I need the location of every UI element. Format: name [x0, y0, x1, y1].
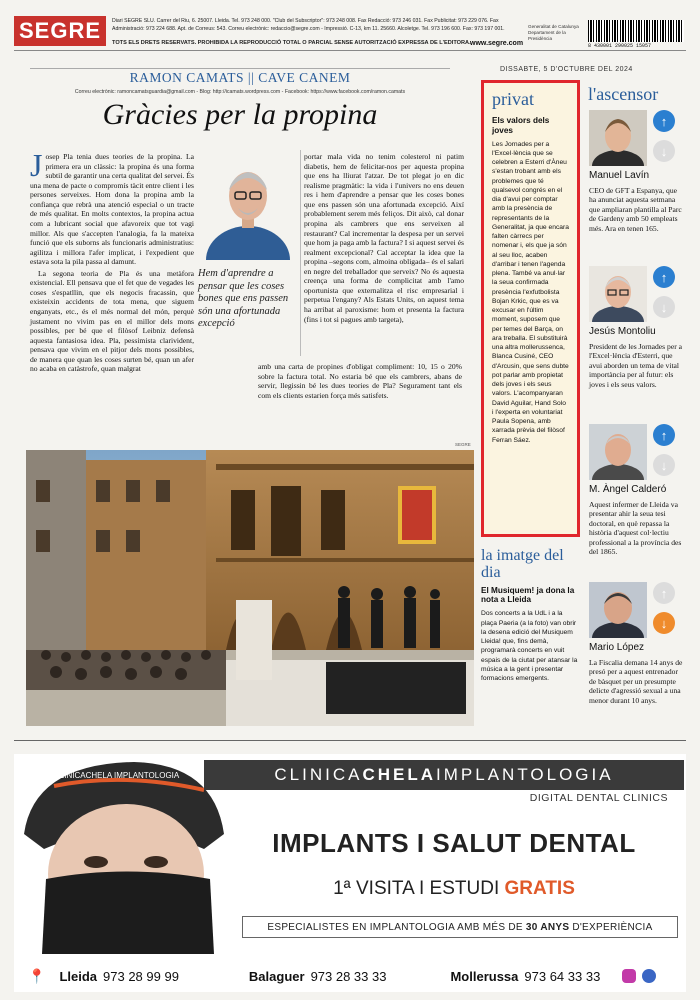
person-photo	[589, 110, 647, 166]
issue-date: DISSABTE, 5 D'OCTUBRE DEL 2024	[500, 66, 633, 73]
person-name: M. Àngel Calderó	[589, 484, 667, 495]
article-title: Gràcies per la propina	[102, 98, 378, 131]
barcode-number: 8 430001 290025 15057	[588, 43, 652, 49]
image-of-day-body: Dos concerts a la UdL i a la plaça Paeria (a la foto) van obrir la desena edició del Musiquem Lleida! que, fins demà, programarà concerts en vuit espais de la ciutat per atansar la música a la gent i presentar formacions emergents.	[481, 610, 578, 683]
paragraph-1: osep Pla tenia dues teories de la propina. La primera era un clàssic: la propina és una forma subtil de garantir una certa qualitat del servei. És una mena de pacte o compromís tàcit entre client i les persones serveixes. Hom dona la propina amb la confiança que rebrà una atenció especial o un tracte de més qualitat. En molts contextos, la propina actua com a lubricant social que afavoreix que tot vagi millor. Als que s'accepten l'analogia, fa la mateixa funció que els suborns als funcionaris administratius: agilitza i millora l'afer implicat, i l'expedient que estava sota la pila passa al damunt.	[30, 152, 194, 267]
map-pin-icon: 📍	[28, 967, 46, 984]
instagram-icon[interactable]	[622, 969, 636, 983]
author-photo	[204, 152, 292, 260]
location-city: Balaguer	[248, 968, 305, 984]
article-column-2-lower: amb una carta de propines d'obligat compliment: 10, 15 o 20% sobre la factura total. No estaria bé que els cambrers, abans de servir, llegissin bé les dues teories de Pla? Segurament tant els com els clients estarien força més satisfets.	[258, 362, 462, 400]
person-desc: CEO de GFT a Espanya, que ha anunciat aquesta setmana que ampliaran plantilla al Parc de Gardeny amb 50 empleats més. Ara en tenen 165.	[589, 186, 682, 233]
offer-text: 1ª VISITA I ESTUDI	[333, 878, 500, 899]
article-column-1	[30, 147, 194, 374]
ascensor-person	[589, 424, 685, 574]
person-desc: President de les Jornades per a l'Excel·lència d'Esterri, que avui aborden un tema de vital importància per al futur: els joves i els seus valors.	[589, 342, 682, 389]
barcode	[588, 20, 684, 42]
cap-text: CLINICACHELA IMPLANTOLOGIA	[54, 771, 180, 780]
ad-tagline: DIGITAL DENTAL CLINICS	[529, 792, 668, 804]
dental-ad[interactable]	[14, 754, 686, 992]
image-of-day-heading: la imatge del dia	[481, 547, 564, 581]
concert-photo[interactable]	[26, 450, 474, 726]
segre-logo[interactable]: SEGRE	[14, 16, 106, 46]
byline-rule	[30, 68, 450, 69]
paragraph-2: La segona teoria de Pla és una metàfora existencial. Ell pensava que el fet que de vegades les coses s'espatllin, que els negocis fracassin, que existeixin accidents de tota mena, que siguem enganyats, etc., és el més normal del món, perquè justament no vivim pas en el millor dels mons possibles, per bé que el filòsof Leibniz defensà aquesta fantasiosa idea. Pla, pessimista clarivident, pensava que vivim en el pitjor dels mons possibles, de manera que quan les coses surten bé, quan un afer no acaba en catàstrofe, quan malgrat	[30, 268, 194, 374]
privat-subheading: Els valors dels joves	[492, 116, 550, 135]
ascensor-person	[589, 266, 685, 416]
ascensor-heading: l'ascensor	[588, 84, 659, 104]
ad-divider	[14, 740, 686, 741]
pull-quote: Hem d'aprendre a pensar que les coses bones que ens passen són una afortunada excepció	[198, 268, 289, 330]
header-divider	[14, 50, 686, 51]
column-separator	[300, 150, 301, 356]
masthead-info-line2: Administració: 973 224 688. Apt. de Correus: 543. Correu electrònic: redaccio@segre.com - Impressió. C-13, km 11. 25660. Alcoletge. Tel. 973 196 600. Fax: 973 197 001.	[112, 25, 505, 32]
photo-credit: SEGRE	[455, 442, 471, 447]
location-phone[interactable]: 973 28 33 33	[310, 968, 387, 984]
website-link[interactable]: www.segre.com	[470, 40, 524, 47]
person-photo	[589, 266, 647, 322]
author-contact[interactable]: Correu electrònic: ramoncamatsguardia@gmail.com - Blog: http://icamats.wordpress.com - Facebook: https://www.facebook.com/ramon.camats	[74, 89, 406, 95]
facebook-icon[interactable]	[642, 969, 656, 983]
person-desc: La Fiscalia demana 14 anys de presó per a aquest entrenador de bàsquet per un presumpte delicte d'agressió sexual a una menor durant 10 anys.	[589, 658, 683, 705]
ad-headline: IMPLANTS I SALUT DENTAL	[272, 828, 636, 858]
person-photo	[589, 424, 647, 480]
person-photo	[589, 582, 647, 638]
ad-locations	[14, 962, 686, 990]
arrow-up-icon: ↑	[653, 582, 675, 604]
arrow-down-icon: ↓	[653, 296, 675, 318]
article-column-3: portar mala vida no tenim colesterol ni patim diabetis, hem de felicitar-nos per aquesta propina que ens ha lliurat l'atzar. De tot plegat jo en dic realisme pragmàtic: la vida i l'univers no ens deuen res i hem d'aprendre a pensar que les coses bones que ens passen són una afortunada excepció. Així probablement serem més feliços. Dit això, cal donar propina als cambrers que ens serveixen al restaurant? Cal incrementar la despesa per un servei que hom ja paga amb la factura? I si aquest servei és realment excepcional? Cal acceptar la idea que la propina –segons com, almoina obligada– és el salari en negre del treballador que serveix? No és aquesta creença una forma de complicitat amb l'amo oportunista que externalitza el risc empresarial i perpetua l'engany? Als Estats Units, on aquest tema ha arribat al paroxisme: hom et presenta la factura (fins i tot si pagues amb targeta),	[304, 152, 464, 324]
ascensor-person	[589, 110, 685, 260]
location-phone[interactable]: 973 64 33 33	[524, 968, 601, 984]
image-of-day	[481, 548, 580, 683]
box-text-1: ESPECIALISTES EN IMPLANTOLOGIA AMB MÉS DE	[267, 921, 523, 933]
arrow-down-icon: ↓	[653, 454, 675, 476]
brand-part-3: IMPLANTOLOGIA	[436, 765, 614, 784]
box-years: 30 ANYS	[525, 921, 570, 933]
brand-part-1: CLINICA	[274, 765, 363, 784]
privat-box	[481, 80, 580, 537]
box-text-3: D'EXPERIÈNCIA	[572, 921, 653, 933]
arrow-down-icon: ↓	[653, 612, 675, 634]
privat-body: Les Jornades per a l'Excel·lència que se celebren a Esterri d'Àneu s'estan trobant amb els problemes que té qualsevol congrés en el dia d'avui per comptar amb la presència de representants de la Generalitat, ja que encara falten càrrecs per nomenar i, els que ja són al seu lloc, acaben d'arribar i tenen l'agenda plena. També va anul·lar la seua confirmada presència l'exfutbolista Bojan Krkic, que es va excusar en l'últim moment, suposem que per temes del Barça, on ara treballa. El substituirà una altra mollerussenca, Blanca Cusiné, CEO d'Arcusin, que sens dubte pot parlar amb propietat dels joves i els seus valors. L'acompanyaran David Aguilar, Hand Solo i l'experta en voluntariat Paula Sopena, amb xarrada prèvia del filòsof Ferran Sáez.	[492, 140, 569, 444]
brand-part-2: CHELA	[362, 765, 437, 784]
masthead-info	[112, 18, 512, 33]
generalitat-logo: Generalitat de Catalunya Departament de la Presidència	[528, 24, 579, 41]
ad-offer	[304, 878, 604, 900]
image-of-day-subheading: El Musiquem! ja dona la nota a Lleida	[481, 585, 575, 605]
person-name: Mario López	[589, 642, 645, 653]
location-phone[interactable]: 973 28 99 99	[103, 968, 179, 984]
masthead-info-line1: Diari SEGRE SLU. Carrer del Riu, 6. 25007. Lleida. Tel. 973 248 000. "Club del Subscriptor": 973 248 008. Fax Redacció: 973 246 031. Fax Publicitat: 973 229 076. Fax	[112, 18, 499, 24]
location-city: Lleida	[59, 968, 98, 984]
arrow-up-icon: ↑	[653, 266, 675, 288]
column-byline: RAMON CAMATS || CAVE CANEM	[129, 70, 351, 85]
person-name: Manuel Lavín	[589, 170, 650, 181]
dropcap: J	[30, 147, 43, 183]
arrow-up-icon: ↑	[653, 110, 675, 132]
person-name: Jesús Montoliu	[589, 326, 656, 337]
location-city: Mollerussa	[450, 968, 519, 984]
ad-specialists-box	[242, 916, 678, 938]
privat-heading: privat	[492, 89, 534, 109]
rights-notice: TOTS ELS DRETS RESERVATS. PROHIBIDA LA REPRODUCCIÓ TOTAL O PARCIAL SENSE AUTORITZACIÓ EXPRESSA DE L'EDITORA.	[112, 40, 471, 46]
ad-brand-band	[204, 760, 684, 790]
arrow-up-icon: ↑	[653, 424, 675, 446]
ascensor-person	[589, 582, 685, 732]
person-desc: Aquest infermer de Lleida va presentar ahir la seua tesi doctoral, en què repassa la història d'aquest col·lectiu professional a la província des del 1865.	[589, 500, 682, 557]
offer-free: GRATIS	[504, 878, 575, 899]
arrow-down-icon: ↓	[653, 140, 675, 162]
